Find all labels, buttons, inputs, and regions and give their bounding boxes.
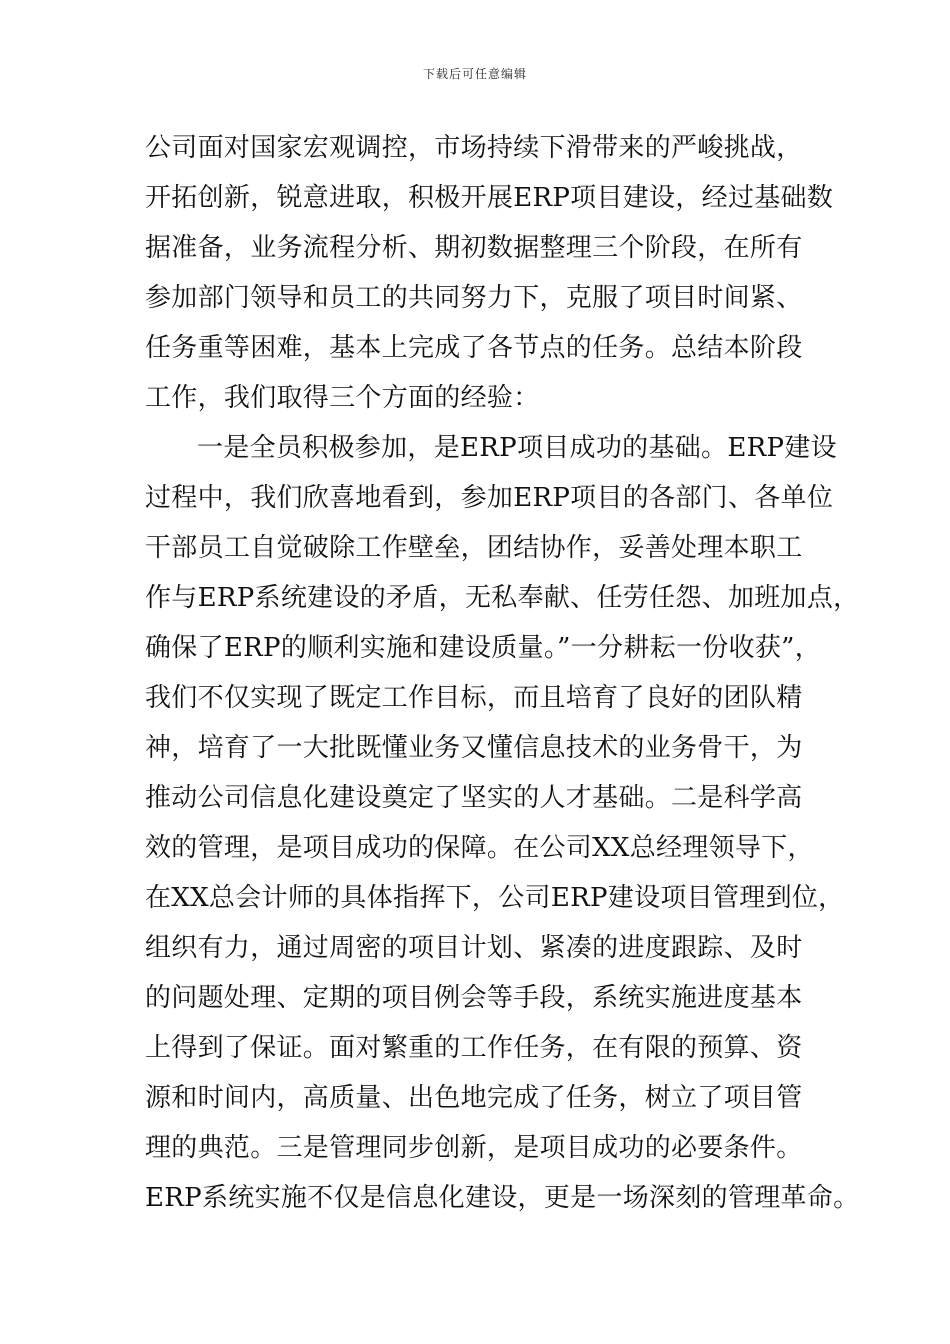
text-line: ERP系统实施不仅是信息化建设，更是一场深刻的管理革命。: [145, 1183, 860, 1213]
text-line: 工作，我们取得三个方面的经验：: [145, 383, 540, 413]
text-line: 推动公司信息化建设奠定了坚实的人才基础。二是科学高: [145, 783, 803, 813]
text-line: 在XX总会计师的具体指挥下，公司ERP建设项目管理到位，: [145, 883, 845, 913]
text-line: 干部员工自觉破除工作壁垒，团结协作，妥善处理本职工: [145, 533, 803, 563]
paragraph-start-line: 一是全员积极参加，是ERP项目成功的基础。ERP建设: [197, 433, 837, 463]
text-line: 参加部门领导和员工的共同努力下，克服了项目时间紧、: [145, 283, 803, 313]
page-header-note: 下载后可任意编辑: [422, 67, 527, 81]
text-line: 过程中，我们欣喜地看到，参加ERP项目的各部门、各单位: [145, 483, 834, 513]
text-line: 我们不仅实现了既定工作目标，而且培育了良好的团队精: [145, 683, 803, 713]
text-line: 组织有力，通过周密的项目计划、紧凑的进度跟踪、及时: [145, 933, 803, 963]
text-line: 开拓创新，锐意进取，积极开展ERP项目建设，经过基础数: [145, 183, 834, 213]
text-line: 任务重等困难，基本上完成了各节点的任务。总结本阶段: [145, 333, 803, 363]
text-line: 上得到了保证。面对繁重的工作任务，在有限的预算、资: [145, 1033, 803, 1063]
body-text: [145, 123, 860, 1223]
text-line: 据准备，业务流程分析、期初数据整理三个阶段，在所有: [145, 233, 803, 263]
text-line: 作与ERP系统建设的矛盾，无私奉献、任劳任怨、加班加点，: [145, 583, 860, 613]
text-line: 的问题处理、定期的项目例会等手段，系统实施进度基本: [145, 983, 803, 1013]
text-line: 神，培育了一大批既懂业务又懂信息技术的业务骨干，为: [145, 733, 803, 763]
text-line: 源和时间内，高质量、出色地完成了任务，树立了项目管: [145, 1083, 803, 1113]
text-line: 理的典范。三是管理同步创新，是项目成功的必要条件。: [145, 1133, 803, 1163]
text-line: 公司面对国家宏观调控，市场持续下滑带来的严峻挑战，: [145, 133, 803, 163]
text-line: 效的管理，是项目成功的保障。在公司XX总经理领导下，: [145, 833, 814, 863]
text-line: 确保了ERP的顺利实施和建设质量。”一分耕耘一份收获”，: [145, 633, 822, 663]
